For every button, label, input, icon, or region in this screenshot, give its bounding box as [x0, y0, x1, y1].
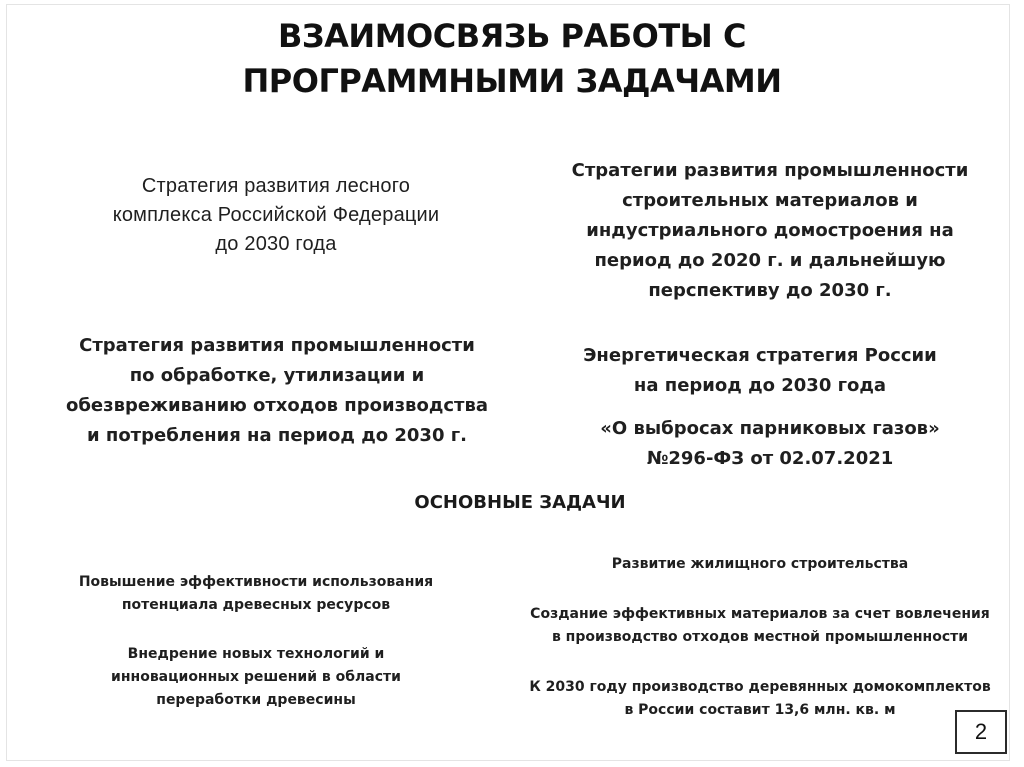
- law-line: №296-ФЗ от 02.07.2021: [646, 448, 894, 469]
- page-number: 2: [955, 710, 1007, 754]
- strategy-forest-complex: [52, 172, 500, 259]
- task-forest-resources: [40, 571, 472, 617]
- strategy-line: Стратегия развития лесного: [141, 175, 411, 197]
- task-housing-construction: [480, 553, 1024, 576]
- strategy-line: на период до 2030 года: [633, 375, 887, 396]
- task-line: Развитие жилищного строительства: [611, 556, 909, 572]
- law-greenhouse-gases: [520, 414, 1020, 474]
- strategy-building-materials: [520, 156, 1020, 306]
- law-line: «О выбросах парниковых газов»: [600, 418, 940, 439]
- strategy-line: по обработке, утилизации и: [129, 365, 425, 386]
- strategy-line: до 2030 года: [215, 233, 337, 255]
- tasks-heading: ОСНОВНЫЕ ЗАДАЧИ: [414, 492, 626, 513]
- strategy-line: и потребления на период до 2030 г.: [87, 425, 467, 446]
- task-line: в России составит 13,6 млн. кв. м: [624, 702, 896, 718]
- strategy-line: обезвреживанию отходов производства: [66, 395, 488, 416]
- strategy-line: период до 2020 г. и дальнейшую: [594, 250, 946, 271]
- task-line: инновационных решений в области: [111, 669, 401, 685]
- task-line: Повышение эффективности использования: [78, 574, 434, 590]
- task-new-technologies: [40, 643, 472, 712]
- strategy-line: Энергетическая стратегия России: [583, 345, 937, 366]
- strategy-line: Стратегии развития промышленности: [571, 160, 969, 181]
- strategy-waste-processing: [38, 331, 516, 451]
- strategy-line: комплекса Российской Федерации: [112, 204, 440, 226]
- task-line: Внедрение новых технологий и: [127, 646, 385, 662]
- task-wooden-house-kits: [480, 676, 1024, 722]
- task-line: Создание эффективных материалов за счет вовлечения: [530, 606, 990, 622]
- strategy-line: перспективу до 2030 г.: [648, 280, 892, 301]
- strategy-line: строительных материалов и: [622, 190, 918, 211]
- task-line: К 2030 году производство деревянных домокомплектов: [529, 679, 991, 695]
- slide-title-line: ВЗАИМОСВЯЗЬ РАБОТЫ С: [278, 17, 746, 55]
- strategy-line: Стратегия развития промышленности: [79, 335, 475, 356]
- task-effective-materials: [480, 603, 1024, 649]
- strategy-line: индустриального домостроения на: [586, 220, 954, 241]
- strategy-energy: [520, 341, 1000, 401]
- task-line: потенциала древесных ресурсов: [121, 597, 391, 613]
- slide-title: [0, 14, 1024, 104]
- task-line: переработки древесины: [156, 692, 356, 708]
- task-line: в производство отходов местной промышленности: [551, 629, 969, 645]
- slide-title-line: ПРОГРАММНЫМИ ЗАДАЧАМИ: [242, 62, 782, 100]
